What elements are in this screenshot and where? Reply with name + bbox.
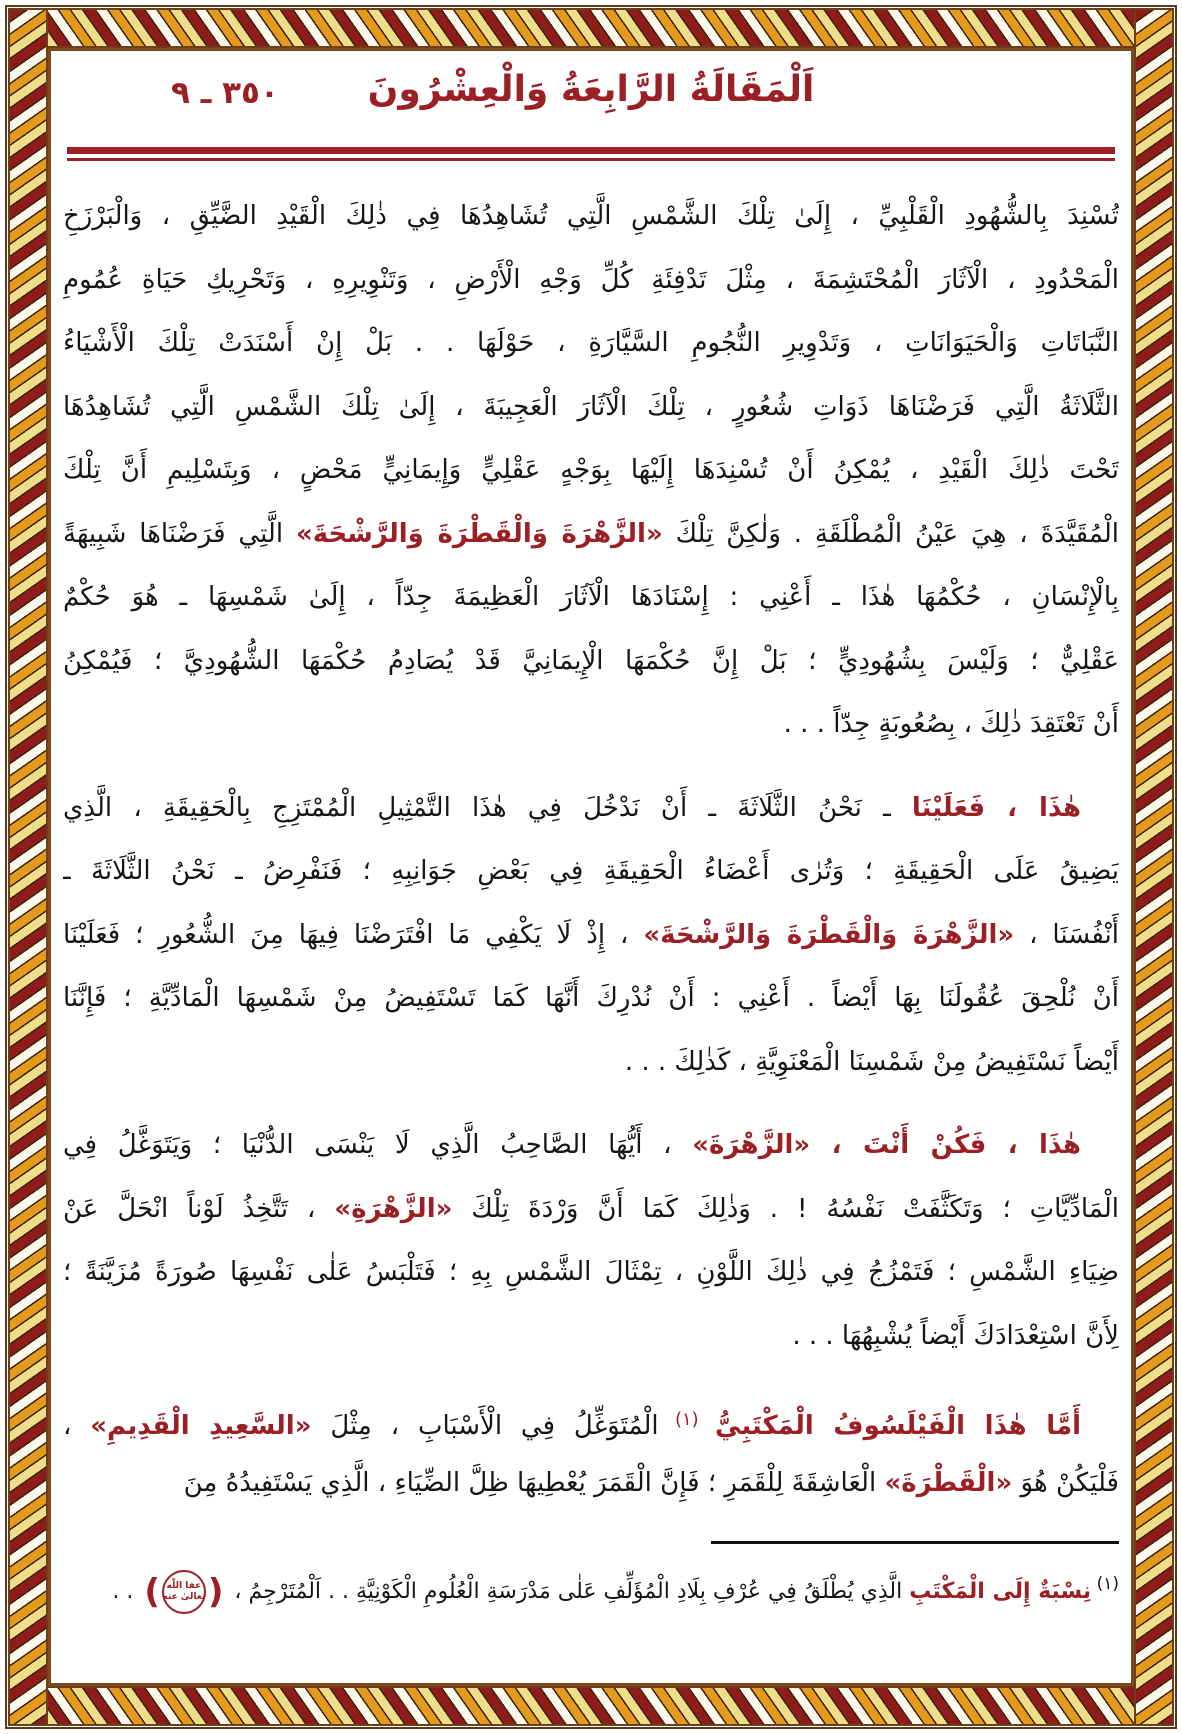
text-segment: الْمُقَيَّدَةَ ، هِيَ عَيْنُ الْمُطْلَقَةِ . وَلٰكِنَّ تِلْكَ (662, 518, 1119, 549)
translator-seal (144, 1570, 223, 1614)
text-line (63, 693, 1119, 757)
text-segment: أَنْفُسَنَا ، (1014, 919, 1119, 950)
footnote-divider (711, 1541, 1119, 1544)
text-segment: «الزَّهْرَةَ وَالْقَطْرَةَ وَالرَّشْحَةَ» (643, 919, 1015, 950)
text-line (63, 967, 1119, 1031)
border-chain-left (8, 8, 48, 1726)
paragraph (63, 185, 1119, 757)
text-line (63, 630, 1119, 694)
body-text (63, 185, 1119, 1515)
text-segment: أَيْضاً نَسْتَفِيضُ مِنْ شَمْسِنَا الْمَعْنَوِيَّةِ ، كَذٰلِكَ . . . (624, 1046, 1119, 1077)
text-line (63, 840, 1119, 904)
text-line (63, 1114, 1119, 1178)
text-segment: ضِيَاءِ الشَّمْسِ ؛ فَتَمْزُجُ فِي ذٰلِكَ اللَّوْنِ ، تِمْثَالَ الشَّمْسِ بِهِ ؛ فَتَلْبَسُ عَلٰى نَفْسِهَا صُورَةً مُزَيَّنَةً ؛ (63, 1257, 1119, 1287)
text-segment: هٰذَا ، فَكُنْ أَنْتَ ، «الزَّهْرَةَ» (692, 1130, 1081, 1160)
border-chain-right (1134, 8, 1174, 1726)
text-segment: لِأَنَّ اسْتِعْدَادَكَ أَيْضاً يُشْبِهُهَا . . . (792, 1320, 1119, 1351)
text-line (63, 1388, 1119, 1452)
seal-disc (162, 1570, 206, 1614)
text-line (63, 1305, 1119, 1369)
text-segment: . . (112, 1579, 141, 1604)
text-line (63, 1178, 1119, 1242)
text-line (63, 777, 1119, 841)
text-segment: «الْقَطْرَةَ» (884, 1467, 1013, 1498)
page-content (51, 51, 1131, 1683)
text-segment: هٰذَا ، فَعَلَيْنَا (911, 792, 1081, 823)
text-line (63, 185, 1119, 249)
page-header (63, 51, 1119, 147)
text-segment: الْمُتَوَغِّلُ فِي الْأَسْبَابِ ، مِثْلَ (311, 1411, 659, 1441)
text-segment: الْمَادِّيَّاتِ ؛ وَتَكَثَّفَتْ نَفْسُهُ ! . وَذٰلِكَ كَمَا أَنَّ وَرْدَةَ تِلْكَ (452, 1193, 1119, 1224)
text-line (63, 439, 1119, 503)
text-segment: الثَّلَاثَةُ الَّتِي فَرَضْنَاهَا ذَوَاتِ شُعُورٍ ، تِلْكَ الْآثَارَ الْعَجِيبَةَ ، إِلَىٰ تِلْكَ الشَّمْسِ الَّتِي تُشَاهِدُهَا (63, 391, 1119, 422)
text-segment: «الزَّهْرَةِ» (334, 1193, 453, 1224)
text-segment: فَلْيَكُنْ هُوَ (1012, 1467, 1119, 1498)
text-segment: (١) (658, 1409, 716, 1430)
text-segment: الَّتِي فَرَضْنَاهَا شَبِيهَةً (63, 518, 296, 549)
text-segment: ، إِذْ لَا يَكْفِي مَا افْتَرَضْنَا فِيهَا مِنَ الشُّعُورِ ؛ فَعَلَيْنَا (63, 919, 644, 950)
page-title: اَلْمَقَالَةُ الرَّابِعَةُ وَالْعِشْرُونَ (367, 69, 815, 110)
text-segment: النَّبَاتَاتِ وَالْحَيَوَانَاتِ ، وَتَدْوِيرِ النُّجُومِ السَّيَّارَةِ ، حَوْلَهَا . . بَلْ إِنْ أَسْنَدَتْ تِلْكَ الْأَشْيَاءُ (63, 328, 1119, 358)
seal-text: تعالىٰ عنه (162, 1592, 206, 1602)
page-number: ٣٥٠ ـ ٩ (171, 75, 279, 111)
text-segment: الَّذِي يُطْلَقُ فِي عُرْفِ بِلَادِ الْمُؤَلِّفِ عَلٰى مَدْرَسَةِ الْعُلُومِ الْكَوْنِيَّةِ . . اَلْمُتَرْجِمُ ، (227, 1579, 910, 1604)
text-segment: الْعَاشِقَةَ لِلْقَمَرِ ؛ فَإِنَّ الْقَمَرَ يُعْطِيهَا ظِلَّ الضِّيَاءِ ، الَّذِي يَسْتَفِيدُهُ مِنَ (183, 1467, 885, 1498)
text-line (63, 376, 1119, 440)
text-segment: ، أَيُّهَا الصَّاحِبُ الَّذِي لَا يَنْسَى الدُّنْيَا ؛ وَيَتَوَغَّلُ فِي (63, 1130, 693, 1160)
text-line (63, 312, 1119, 376)
seal-text: عفا اللّٰه (166, 1581, 202, 1591)
seal-paren: ( (207, 1572, 224, 1612)
text-segment: (١) (1091, 1574, 1119, 1594)
text-segment: نِسْبَةٌ إِلَى الْمَكْتَبِ (909, 1579, 1092, 1604)
text-segment: ، تَتَّخِذُ لَوْناً انْحَلَّ عَنْ (63, 1193, 335, 1224)
text-segment: أَنْ تَعْتَقِدَ ذٰلِكَ ، بِصُعُوبَةٍ جِدّاً . . . (783, 709, 1119, 739)
text-line (63, 1241, 1119, 1305)
paragraph (63, 1114, 1119, 1368)
text-segment: «السَّعِيدِ الْقَدِيمِ» (90, 1411, 312, 1441)
text-segment: الْمَحْدُودِ ، الْآثَارَ الْمُحْتَشِمَةَ ، مِثْلَ تَدْفِئَةِ كُلِّ وَجْهِ الْأَرْضِ ، وَتَنْوِيرِهِ ، وَتَحْرِيكِ حَيَاةِ عُمُومِ (63, 264, 1119, 295)
text-segment: أَمَّا هٰذَا الْفَيْلَسُوفُ الْمَكْتَبِيُّ (715, 1411, 1082, 1441)
text-segment: ، (63, 1411, 91, 1441)
paragraph (63, 777, 1119, 1095)
header-double-rule (67, 147, 1115, 161)
text-segment: ـ نَحْنُ الثَّلَاثَةَ ـ أَنْ نَدْخُلَ فِي هٰذَا التَّمْثِيلِ الْمُمْتَزِجِ بِالْحَقِيقَةِ ، الَّذِي (63, 792, 912, 823)
footnote (63, 1558, 1119, 1618)
text-segment: تَحْتَ ذٰلِكَ الْقَيْدِ ، يُمْكِنُ أَنْ تُسْنِدَهَا إِلَيْهَا بِوَجْهٍ عَقْلِيٍّ وَإِيمَانِيٍّ مَحْضٍ ، وَبِتَسْلِيمِ أَنَّ تِلْكَ (63, 455, 1119, 485)
text-line (63, 1031, 1119, 1095)
border-chain-bottom (8, 1686, 1174, 1726)
text-line (63, 249, 1119, 313)
text-segment: «الزَّهْرَةَ وَالْقَطْرَةَ وَالرَّشْحَةَ» (295, 518, 663, 549)
paragraph (63, 1388, 1119, 1515)
text-segment: بِالْإِنْسَانِ ، حُكْمُهَا هٰذَا ـ أَعْنِي : إِسْنَادَهَا الْآثَارَ الْعَظِيمَةَ جِدّاً ، إِلَىٰ شَمْسِهَا ـ هُوَ حُكْمٌ (63, 582, 1119, 612)
text-line (63, 1452, 1119, 1516)
text-line (63, 904, 1119, 968)
text-segment: يَضِيقُ عَلَى الْحَقِيقَةِ ؛ وَتُرٰى أَعْضَاءُ الْحَقِيقَةِ فِي بَعْضِ جَوَانِبِهِ ؛ فَنَفْرِضُ ـ نَحْنُ الثَّلَاثَةَ ـ (63, 856, 1119, 886)
text-line (63, 503, 1119, 567)
text-line (63, 566, 1119, 630)
text-segment: أَنْ نُلْحِقَ عُقُولَنَا بِهَا أَيْضاً . أَعْنِي : أَنْ نُدْرِكَ أَنَّهَا كَمَا تَسْتَفِيضُ مِنْ شَمْسِهَا الْمَادِّيَّةِ ؛ فَإِنَّنَا (63, 983, 1119, 1013)
border-chain-top (8, 8, 1174, 48)
text-segment: تُسْنِدَ بِالشُّهُودِ الْقَلْبِيِّ ، إِلَىٰ تِلْكَ الشَّمْسِ الَّتِي تُشَاهِدُهَا فِي ذٰلِكَ الْقَيْدِ الضَّيِّقِ ، وَالْبَرْزَخِ (63, 201, 1119, 231)
seal-paren: ) (144, 1572, 160, 1612)
text-segment: عَقْلِيٌّ ؛ وَلَيْسَ بِشُهُودِيٍّ ؛ بَلْ إِنَّ حُكْمَهَا الْإِيمَانِيَّ قَدْ يُصَادِمُ حُكْمَهَا الشُّهُودِيَّ ؛ فَيُمْكِنُ (63, 645, 1119, 676)
